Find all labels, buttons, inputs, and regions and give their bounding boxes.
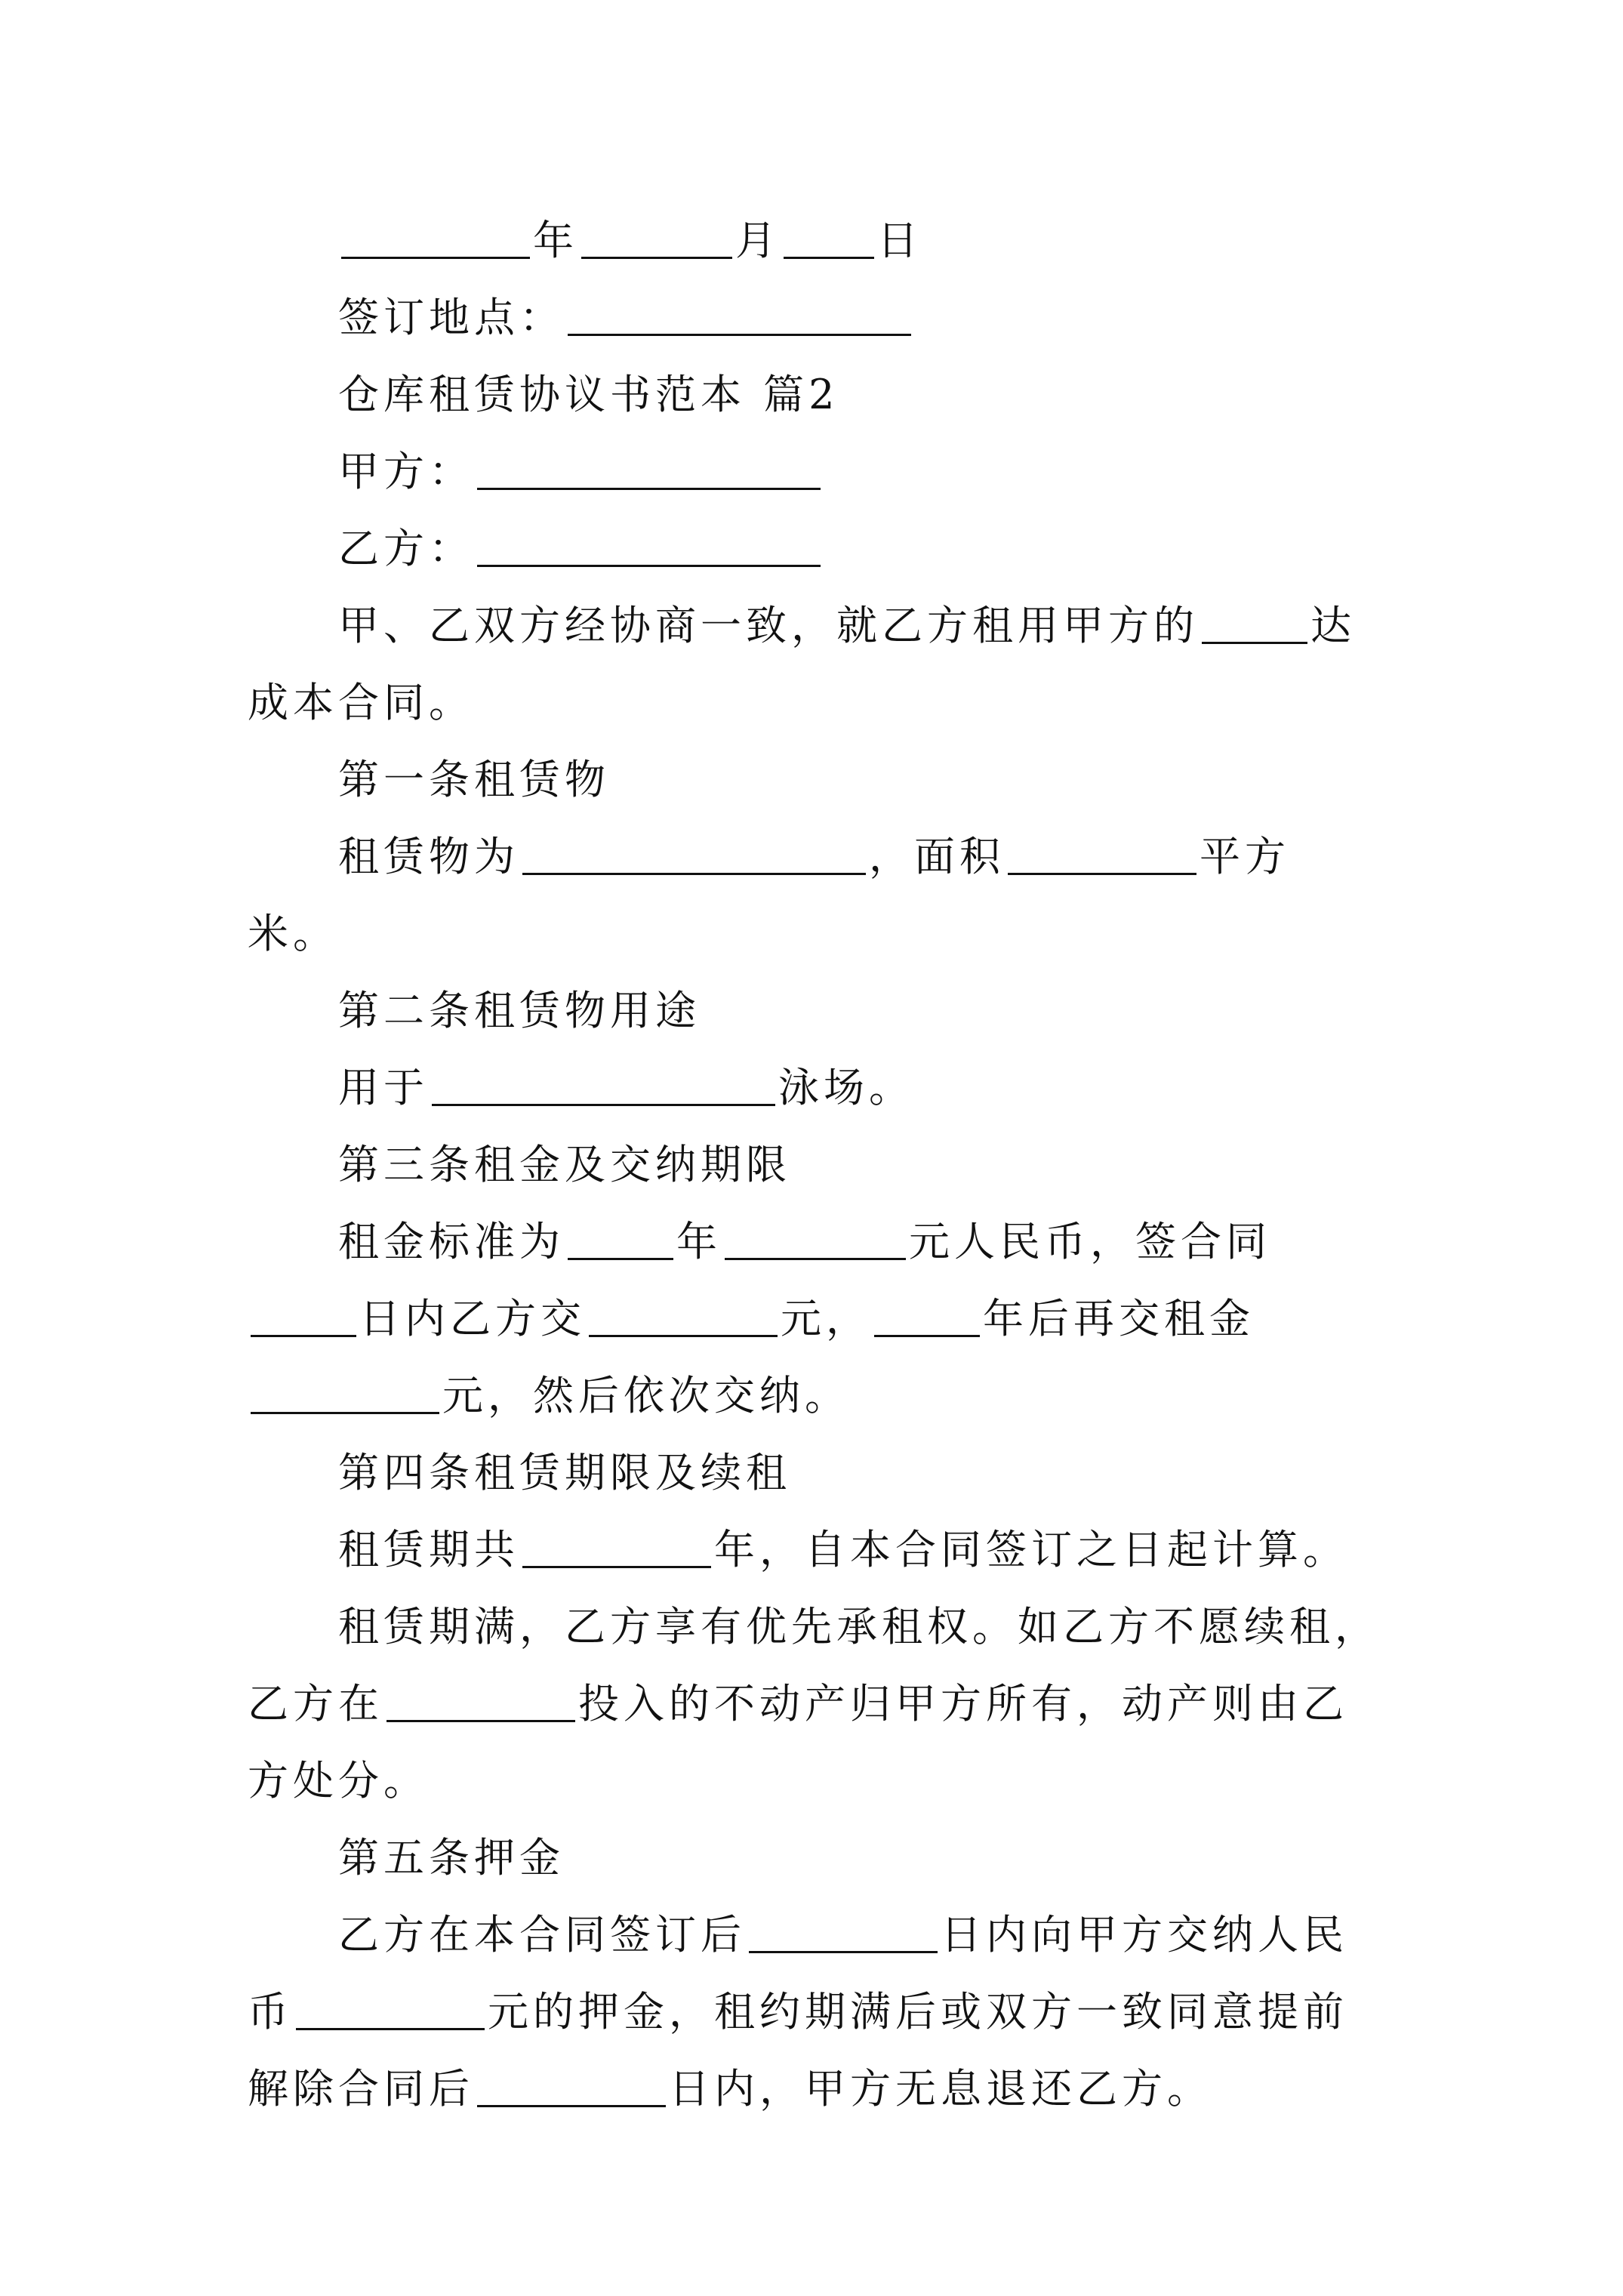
intro-paragraph [248, 587, 1380, 741]
month-label: 月 [735, 217, 781, 264]
signing-place-line [248, 279, 1380, 356]
art5-text-3: 元的押金，租约期满后或双方一致同意提前解除合同后 [248, 1988, 1348, 2113]
art3-blank-2 [725, 1220, 906, 1260]
party-b-blank [477, 527, 821, 567]
art4-blank-2 [387, 1682, 575, 1722]
art2-text-2: 泳场。 [778, 1064, 914, 1111]
intro-text-1: 甲、乙双方经协商一致，就乙方租用甲方的 [338, 602, 1199, 649]
document-body [248, 202, 1380, 2128]
art1-blank-1 [522, 835, 866, 875]
art5-blank-1 [749, 1913, 938, 1953]
intro-text-2: 达成本合同。 [248, 602, 1356, 726]
art4-blank-1 [522, 1528, 711, 1568]
art2-blank [432, 1066, 775, 1106]
party-a-label: 甲方： [338, 448, 474, 495]
signing-place-blank [568, 296, 911, 336]
month-blank [581, 219, 732, 259]
art5-blank-2 [296, 1990, 485, 2030]
party-b-label: 乙方： [338, 525, 474, 572]
art4-text-2a: 租赁期满，乙方享有优先承租权。如乙方不愿续租，乙方在 [248, 1603, 1380, 1727]
day-blank [784, 219, 874, 259]
art3-text-7: 元，然后依次交纳。 [442, 1372, 850, 1419]
signing-place-label: 签订地点： [338, 294, 565, 341]
art3-blank-3 [251, 1297, 356, 1337]
article-2-text [248, 1049, 1380, 1126]
art5-text-1: 乙方在本合同签订后 [338, 1911, 746, 1959]
article-1-title: 第一条租赁物 [338, 756, 610, 803]
article-4-text-2 [248, 1589, 1380, 1820]
art4-text-1a: 租赁期共 [338, 1526, 519, 1573]
year-label: 年 [533, 217, 578, 264]
article-1-text [248, 818, 1380, 972]
article-4-title: 第四条租赁期限及续租 [338, 1449, 791, 1496]
article-2-title: 第二条租赁物用途 [338, 987, 701, 1034]
art3-text-1: 租金标准为 [338, 1218, 565, 1265]
article-3-title: 第三条租金及交纳期限 [338, 1141, 791, 1188]
art3-blank-6 [251, 1374, 439, 1414]
art5-text-2: 日内向甲方交纳人民币 [248, 1911, 1348, 2036]
article-5-title: 第五条押金 [338, 1834, 565, 1881]
year-blank [341, 219, 530, 259]
art3-blank-4 [589, 1297, 778, 1337]
party-a-blank [477, 450, 821, 490]
party-b-line [248, 510, 1380, 587]
article-3-text [248, 1203, 1380, 1435]
date-line [248, 202, 1380, 279]
art3-text-4: 日内乙方交 [359, 1295, 586, 1342]
art1-text-2: ，面积 [869, 833, 1005, 880]
art3-text-5: 元， [781, 1295, 871, 1342]
art1-text-3: 平方米。 [248, 833, 1290, 957]
art1-text-1: 租赁物为 [338, 833, 519, 880]
art5-text-4: 日内，甲方无息退还乙方。 [669, 2065, 1212, 2113]
section-title: 仓库租赁协议书范本 篇2 [338, 371, 839, 418]
article-5-text [248, 1897, 1380, 2128]
day-label: 日 [877, 217, 922, 264]
art1-blank-2 [1008, 835, 1196, 875]
art3-text-3: 元人民币，签合同 [909, 1218, 1271, 1265]
art3-text-2: 年 [676, 1218, 722, 1265]
art3-blank-1 [568, 1220, 673, 1260]
art4-text-2b: 投入的不动产归甲方所有，动产则由乙方处分。 [248, 1680, 1348, 1804]
art2-text-1: 用于 [338, 1064, 429, 1111]
intro-blank [1202, 604, 1307, 644]
art4-text-1b: 年，自本合同签订之日起计算。 [714, 1526, 1348, 1573]
party-a-line [248, 433, 1380, 510]
art3-blank-5 [874, 1297, 980, 1337]
article-4-text-1 [248, 1512, 1380, 1589]
art5-blank-3 [477, 2067, 666, 2107]
art3-text-6: 年后再交租金 [983, 1295, 1255, 1342]
